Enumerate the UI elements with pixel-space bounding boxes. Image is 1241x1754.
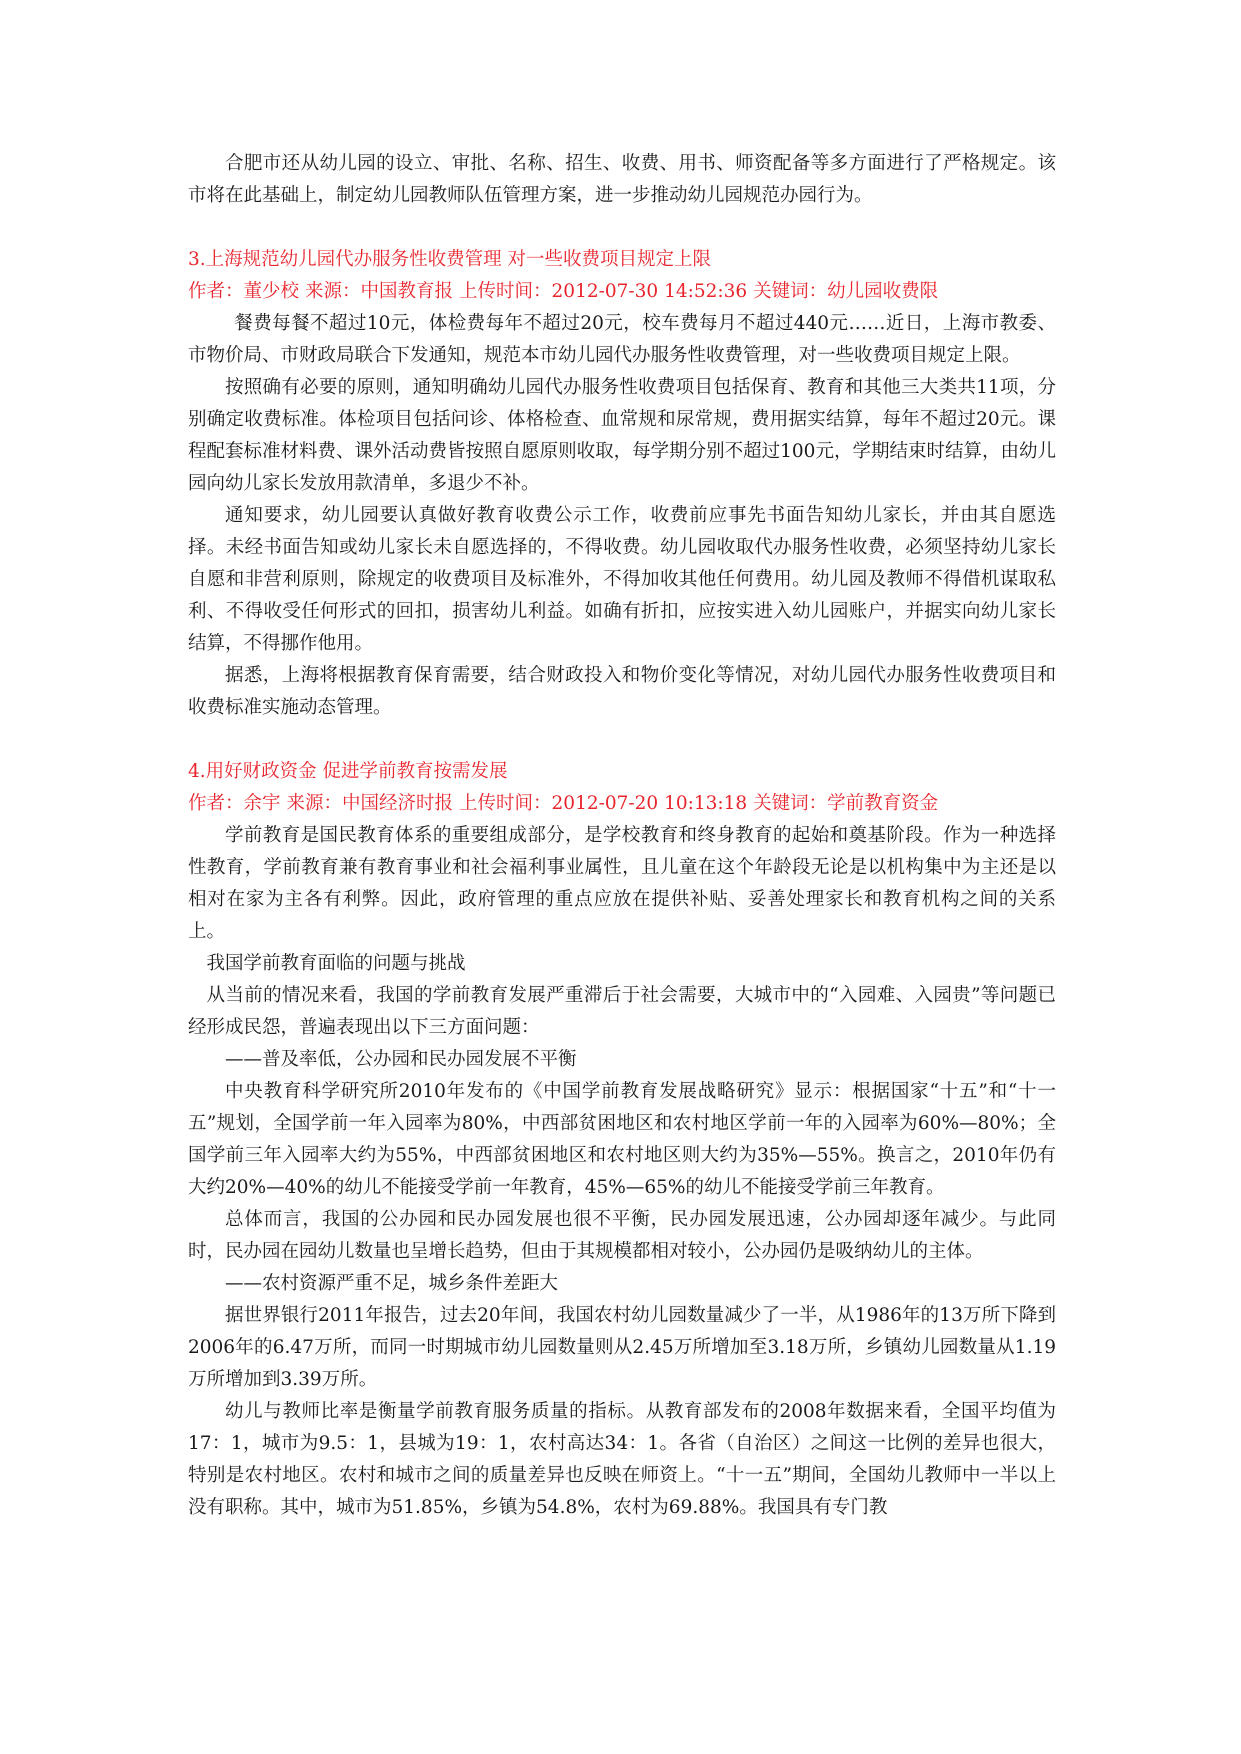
intro-paragraph: 合肥市还从幼儿园的设立、审批、名称、招生、收费、用书、师资配备等多方面进行了严格规定。该市将在此基础上，制定幼儿园教师队伍管理方案，进一步推动幼儿园规范办园行为。 — [188, 153, 1056, 206]
article-4-paragraph-1: 学前教育是国民教育体系的重要组成部分，是学校教育和终身教育的起始和奠基阶段。作为一种选择性教育，学前教育兼有教育事业和社会福利事业属性，且儿童在这个年龄段无论是以机构集中为主还是以相对在家为主各有利弊。因此，政府管理的重点应放在提供补贴、妥善处理家长和教育机构之间的关系上。 — [188, 825, 1056, 942]
article-4-author: 作者：余宇 — [188, 793, 281, 814]
article-3-paragraph-4: 据悉，上海将根据教育保育需要，结合财政投入和物价变化等情况，对幼儿园代办服务性收费项目和收费标准实施动态管理。 — [188, 665, 1056, 718]
article-3-title: 3.上海规范幼儿园代办服务性收费管理 对一些收费项目规定上限 — [188, 249, 712, 270]
article-4-point-2: ——农村资源严重不足，城乡条件差距大 — [225, 1273, 559, 1294]
article-3-meta — [188, 276, 1056, 308]
article-4-source: 来源：中国经济时报 — [286, 793, 454, 814]
article-4-paragraph-6: 幼儿与教师比率是衡量学前教育服务质量的指标。从教育部发布的2008年数据来看，全国平均值为17：1，城市为9.5：1，县城为19：1，农村高达34：1。各省（自治区）之间这一比例的差异也很大，特别是农村地区。农村和城市之间的质量差异也反映在师资上。“十一五”期间，全国幼儿教师中一半以上没有职称。其中，城市为51.85%，乡镇为54.8%，农村为69.88%。我国具有专门教 — [188, 1401, 1056, 1518]
article-3-author: 作者：董少校 — [188, 281, 300, 302]
document-body — [188, 148, 1056, 1524]
article-4-subheading: 我国学前教育面临的问题与挑战 — [206, 953, 466, 974]
article-3-paragraph-3: 通知要求，幼儿园要认真做好教育收费公示工作，收费前应事先书面告知幼儿家长，并由其自愿选择。未经书面告知或幼儿家长未自愿选择的，不得收费。幼儿园收取代办服务性收费，必须坚持幼儿家长自愿和非营利原则，除规定的收费项目及标准外，不得加收其他任何费用。幼儿园及教师不得借机谋取私利、不得收受任何形式的回扣，损害幼儿利益。如确有折扣，应按实进入幼儿园账户，并据实向幼儿家长结算，不得挪作他用。 — [188, 505, 1056, 654]
article-4-paragraph-4: 总体而言，我国的公办园和民办园发展也很不平衡，民办园发展迅速，公办园却逐年减少。与此同时，民办园在园幼儿数量也呈增长趋势，但由于其规模都相对较小，公办园仍是吸纳幼儿的主体。 — [188, 1209, 1056, 1262]
article-4-upload-time: 上传时间：2012-07-20 10:13:18 — [459, 793, 748, 814]
article-4-paragraph-3: 中央教育科学研究所2010年发布的《中国学前教育发展战略研究》显示：根据国家“十五”和“十一五”规划，全国学前一年入园率为80%，中西部贫困地区和农村地区学前一年的入园率为60%—80%；全国学前三年入园率大约为55%，中西部贫困地区和农村地区则大约为35%—55%。换言之，2010年仍有大约20%—40%的幼儿不能接受学前一年教育，45%—65%的幼儿不能接受学前三年教育。 — [188, 1081, 1056, 1198]
article-4-paragraph-5: 据世界银行2011年报告，过去20年间，我国农村幼儿园数量减少了一半，从1986年的13万所下降到2006年的6.47万所，而同一时期城市幼儿园数量则从2.45万所增加至3.18万所，乡镇幼儿园数量从1.19万所增加到3.39万所。 — [188, 1305, 1056, 1390]
article-4-point-1: ——普及率低，公办园和民办园发展不平衡 — [225, 1049, 577, 1070]
article-4-title: 4.用好财政资金 促进学前教育按需发展 — [188, 761, 508, 782]
article-3-keywords: 关键词：幼儿园收费限 — [753, 281, 939, 302]
article-4-keywords: 关键词：学前教育资金 — [753, 793, 939, 814]
article-3-paragraph-1: 餐费每餐不超过10元，体检费每年不超过20元，校车费每月不超过440元……近日，上海市教委、市物价局、市财政局联合下发通知，规范本市幼儿园代办服务性收费管理，对一些收费项目规定上限。 — [188, 313, 1056, 366]
article-4-paragraph-2: 从当前的情况来看，我国的学前教育发展严重滞后于社会需要，大城市中的“入园难、入园贵”等问题已经形成民怨，普遍表现出以下三方面问题： — [188, 985, 1056, 1038]
article-4-meta — [188, 788, 1056, 820]
article-3-paragraph-2: 按照确有必要的原则，通知明确幼儿园代办服务性收费项目包括保育、教育和其他三大类共11项，分别确定收费标准。体检项目包括问诊、体格检查、血常规和尿常规，费用据实结算，每年不超过20元。课程配套标准材料费、课外活动费皆按照自愿原则收取，每学期分别不超过100元，学期结束时结算，由幼儿园向幼儿家长发放用款清单，多退少不补。 — [188, 377, 1056, 494]
spacer — [188, 724, 1056, 756]
article-3-source: 来源：中国教育报 — [305, 281, 454, 302]
spacer — [188, 212, 1056, 244]
article-3-upload-time: 上传时间：2012-07-30 14:52:36 — [459, 281, 748, 302]
